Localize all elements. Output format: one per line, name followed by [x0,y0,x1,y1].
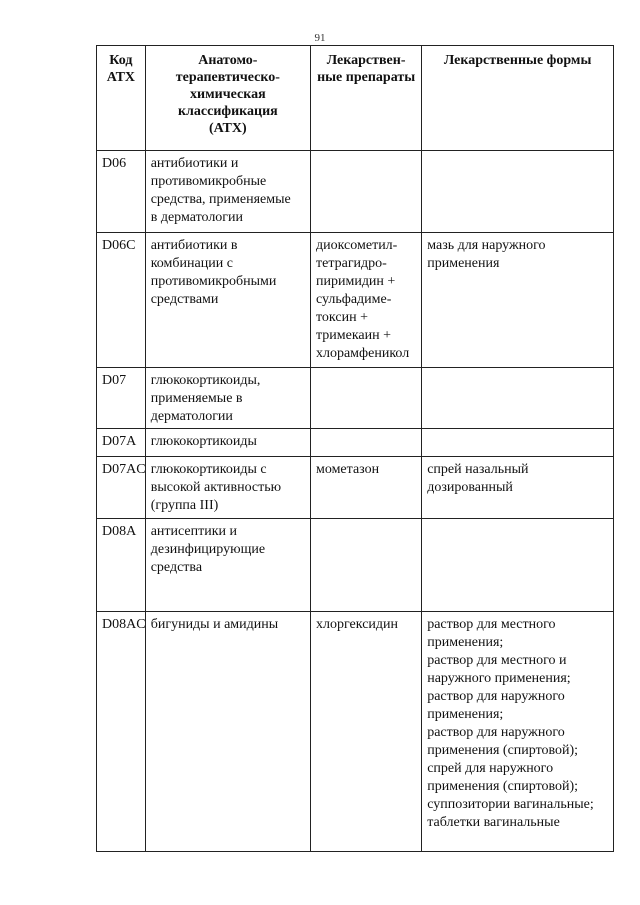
cell-drugs [310,429,421,457]
cell-forms [422,429,614,457]
cell-code: D07 [97,368,146,429]
cell-forms [422,151,614,233]
atx-table [96,45,614,852]
table-header-row [97,46,614,151]
cell-drugs: хлоргексидин [310,612,421,852]
cell-forms [422,519,614,612]
cell-forms [422,368,614,429]
cell-drugs: диоксометил- тетрагидро- пиримидин + сульфадиме- токсин + тримекаин + хлорамфеникол [310,233,421,368]
table-row [97,368,614,429]
header-forms: Лекарственные формы [422,46,614,151]
cell-forms: мазь для наружного применения [422,233,614,368]
table-row [97,457,614,519]
cell-code: D07AC [97,457,146,519]
cell-code: D08A [97,519,146,612]
cell-classification: бигуниды и амидины [145,612,310,852]
table-row [97,233,614,368]
header-drugs: Лекарствен- ные препараты [310,46,421,151]
cell-drugs [310,151,421,233]
cell-classification: антибиотики и противомикробные средства, применяемые в дерматологии [145,151,310,233]
cell-classification: антисептики и дезинфицирующие средства [145,519,310,612]
page-number: 91 [314,32,326,44]
cell-code: D06C [97,233,146,368]
cell-classification: глюкокортикоиды с высокой активностью (группа III) [145,457,310,519]
cell-drugs [310,368,421,429]
cell-classification: глюкокортикоиды [145,429,310,457]
table-row [97,519,614,612]
cell-classification: антибиотики в комбинации с противомикробными средствами [145,233,310,368]
cell-classification: глюкокортикоиды, применяемые в дерматологии [145,368,310,429]
cell-forms: раствор для местного применения; раствор для местного и наружного применения; раствор для наружного применения; раствор для наружного применения (спиртовой); спрей для наружного применения (спиртовой); суппозитории вагинальные; таблетки вагинальные [422,612,614,852]
cell-drugs [310,519,421,612]
table-row [97,151,614,233]
header-code: Код АТХ [97,46,146,151]
table-row [97,429,614,457]
table-row [97,612,614,852]
cell-drugs: мометазон [310,457,421,519]
cell-code: D08AC [97,612,146,852]
cell-code: D07A [97,429,146,457]
cell-code: D06 [97,151,146,233]
cell-forms: спрей назальный дозированный [422,457,614,519]
header-classification: Анатомо- терапевтическо- химическая классификация (АТХ) [145,46,310,151]
